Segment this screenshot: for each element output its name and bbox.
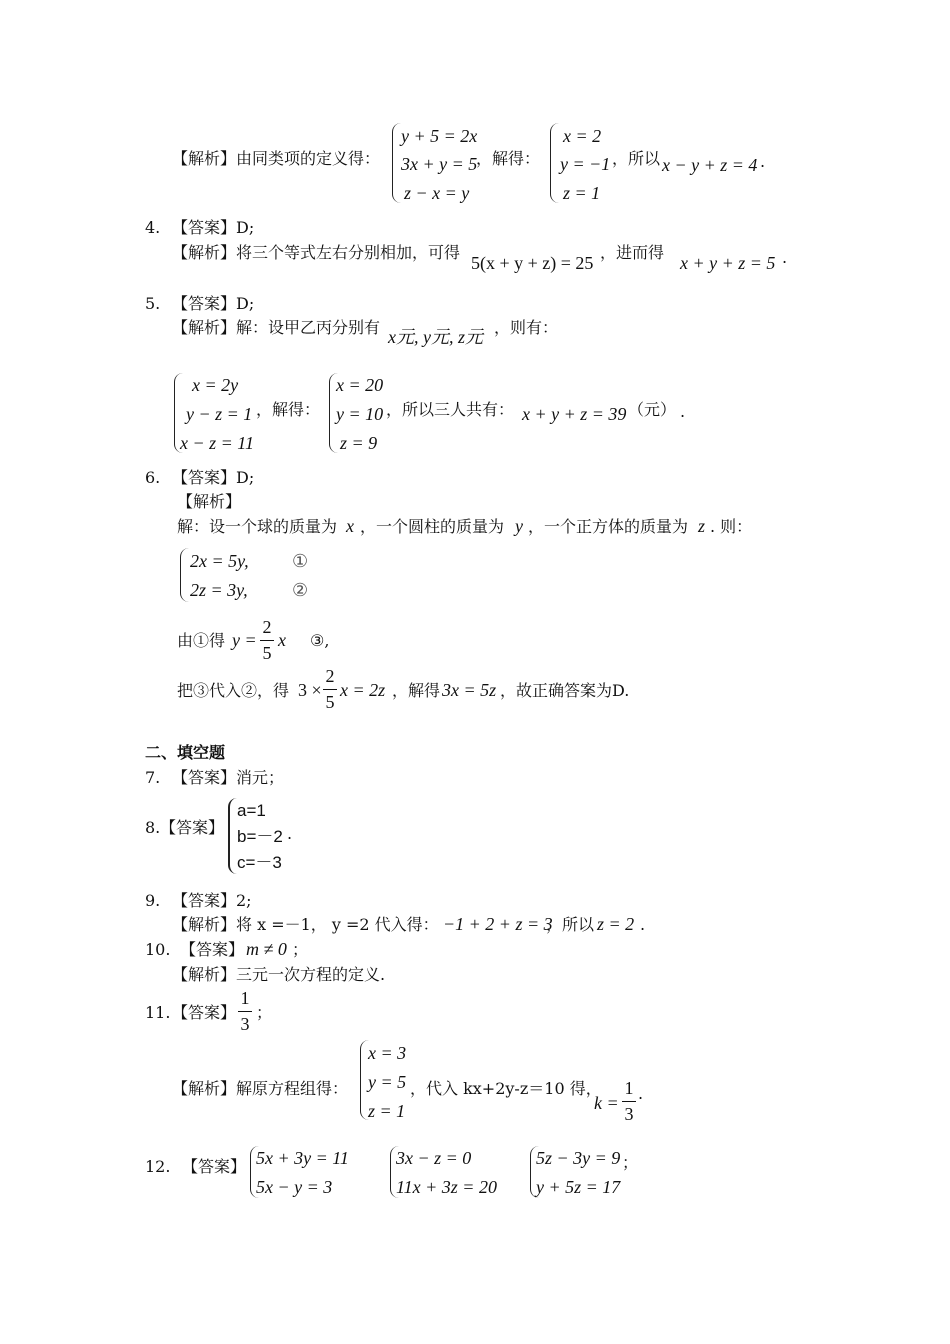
q6-from1: 由①得 <box>177 631 226 650</box>
q6-brace <box>180 548 189 602</box>
q12-num: 12. <box>145 1157 171 1176</box>
q12-answer-label: 【答案】 <box>182 1157 247 1176</box>
q6-sub-text2: ，解得 <box>392 681 441 700</box>
q5-unit: （元） <box>628 400 677 419</box>
q6-mark2: ② <box>292 580 309 600</box>
q6-v3: z <box>698 516 706 536</box>
q4-eq1: 5(x + y + z) = 25 <box>471 253 594 273</box>
q5-vars: x元, y元, z元 <box>388 327 483 347</box>
q6-sub-eq: 3x = 5z <box>442 680 497 700</box>
q6-eq3-lhs: y = <box>232 630 257 650</box>
q6-sub-num: 2 <box>325 666 335 686</box>
q4-text1: 将三个等式左右分别相加，可得 <box>236 243 461 262</box>
q11-ans-den: 3 <box>240 1014 250 1034</box>
q9-eq2: z = 2 <box>597 914 635 934</box>
q11-k-num: 1 <box>624 1078 634 1098</box>
q5-end: . <box>680 402 686 421</box>
q12-s1-eq2: 5x − y = 3 <box>256 1177 333 1197</box>
q10-answer-label: 【答案】 <box>180 940 245 959</box>
q6-eq1: 2x = 5y, <box>190 551 249 571</box>
q10-answer: m ≠ 0 <box>246 939 287 959</box>
q5-sol-x: x = 20 <box>336 375 384 395</box>
q7-answer-label: 【答案】 <box>172 768 237 787</box>
q6-eq3-var: x <box>278 630 286 650</box>
q11-text1: 解原方程组得： <box>236 1079 349 1098</box>
q6-answer: D; <box>236 468 255 487</box>
q11-num: 11. <box>145 1003 171 1022</box>
q8-b: b=－2 <box>237 827 283 846</box>
q6-sub-frac <box>323 666 337 713</box>
q12-s3-eq1: 5z − 3y = 9 <box>536 1148 621 1168</box>
q11-k-bar <box>622 1101 636 1102</box>
q6-line1c: ，一个正方体的质量为 <box>528 517 689 536</box>
q8-c: c=－3 <box>237 853 282 872</box>
q3-result: x − y + z = 4 <box>662 155 758 175</box>
q3-eq3: z − x = y <box>404 183 470 203</box>
q6-eq3-bar <box>260 640 274 641</box>
q3-eq2: 3x + y = 5 <box>401 154 478 174</box>
q10-text: 三元一次方程的定义. <box>236 965 386 984</box>
q5-sol-y: y = 10 <box>336 404 384 424</box>
q9-end: . <box>640 915 646 934</box>
q3-sol-x: x = 2 <box>563 126 602 146</box>
q6-eq3-frac <box>260 617 274 664</box>
q8-end: . <box>287 824 293 843</box>
q3-brace-1 <box>392 123 401 203</box>
q4-jiexi-label: 【解析】 <box>172 243 237 262</box>
q11-sol-x: x = 3 <box>368 1043 407 1063</box>
q11-ans-num: 1 <box>240 988 250 1008</box>
q11-k-lhs: k = <box>594 1093 619 1113</box>
q6-eq3-num: 2 <box>262 617 272 637</box>
q11-text2: ，代入 kx+2y-z＝10 得， <box>410 1079 602 1098</box>
q6-sub-rhs: x = 2z <box>340 680 386 700</box>
q9-jiexi-label: 【解析】 <box>172 915 237 934</box>
q6-sub-text3: ，故正确答案为D. <box>500 681 630 700</box>
q9-eq: −1 + 2 + z = 3 <box>443 914 553 934</box>
q12-end: ； <box>622 1153 639 1172</box>
q9-text2: ，所以 <box>546 915 595 934</box>
q3-brace-2 <box>550 123 559 203</box>
q9-num: 9. <box>145 891 161 910</box>
q5-text3: ，所以三人共有： <box>386 400 515 419</box>
q6-line1d: . 则： <box>710 517 753 536</box>
q3-eq1: y + 5 = 2x <box>401 126 478 146</box>
q6-mark1: ① <box>292 551 309 571</box>
q11-jiexi-label: 【解析】 <box>172 1079 237 1098</box>
q10-num: 10. <box>145 940 171 959</box>
q8-answer-label: 【答案】 <box>160 818 225 837</box>
q3-text2: ，所以 <box>612 149 661 168</box>
q3-sol-z: z = 1 <box>563 183 601 203</box>
q6-answer-label: 【答案】 <box>172 468 237 487</box>
q9-text1: 将 x =－1， y =2 代入得： <box>236 915 439 934</box>
q5-jiexi-label: 【解析】 <box>172 318 237 337</box>
q5-answer: D; <box>236 294 255 313</box>
q4-answer-label: 【答案】 <box>172 218 237 237</box>
q5-sep: ，解得： <box>256 400 321 419</box>
q6-sub-lhs: 3 × <box>298 680 322 700</box>
q5-num: 5. <box>145 294 161 313</box>
q3-end: . <box>760 152 766 171</box>
q5-text2: ，则有： <box>494 318 559 337</box>
q6-sub-bar <box>323 689 337 690</box>
q10-answer-end: ； <box>292 940 309 959</box>
q8-num: 8. <box>145 818 161 837</box>
q12-s2-eq1: 3x − z = 0 <box>396 1148 472 1168</box>
q5-answer-label: 【答案】 <box>172 294 237 313</box>
q7-answer: 消元； <box>236 768 285 787</box>
q12-s3-eq2: y + 5z = 17 <box>536 1177 621 1197</box>
q4-eq2: x + y + z = 5 <box>680 253 776 273</box>
q3-jiexi-label: 【解析】 <box>172 149 237 168</box>
q3-sol-y: y = −1 <box>560 154 611 174</box>
q11-ans-bar <box>238 1011 252 1012</box>
q11-end: . <box>638 1084 644 1103</box>
q5-sol-z: z = 9 <box>340 433 378 453</box>
section-2-title: 二、填空题 <box>145 743 226 762</box>
q11-ans-frac <box>238 988 252 1035</box>
q6-eq2: 2z = 3y, <box>190 580 248 600</box>
q7-num: 7. <box>145 768 161 787</box>
q10-jiexi-label: 【解析】 <box>172 965 237 984</box>
q8-a: a=1 <box>237 801 266 820</box>
q5-result: x + y + z = 39 <box>522 404 627 424</box>
q11-k-den: 3 <box>624 1104 634 1124</box>
q4-num: 4. <box>145 218 161 237</box>
q4-text2: ，进而得 <box>600 243 665 262</box>
q11-sol-z: z = 1 <box>368 1101 406 1121</box>
q12-s2-eq2: 11x + 3z = 20 <box>396 1177 497 1197</box>
q6-jiexi-label: 【解析】 <box>177 492 242 511</box>
q4-answer: D; <box>236 218 255 237</box>
q6-line1a: 解：设一个球的质量为 <box>177 517 338 536</box>
q12-s1-eq1: 5x + 3y = 11 <box>256 1148 349 1168</box>
q3-sep: ，解得： <box>476 149 541 168</box>
q4-end: . <box>782 248 788 267</box>
q6-sub-text: 把③代入②，得 <box>177 681 290 700</box>
q6-num: 6. <box>145 468 161 487</box>
q6-sub-den: 5 <box>325 692 335 712</box>
q6-eq3-den: 5 <box>262 643 272 663</box>
q11-answer-label: 【答案】 <box>172 1003 237 1022</box>
q5-eq3: x − z = 11 <box>180 433 254 453</box>
q6-v1: x <box>346 516 354 536</box>
q3-text: 由同类项的定义得： <box>236 149 381 168</box>
q11-k-frac <box>622 1078 636 1125</box>
q6-line1b: ，一个圆柱的质量为 <box>360 517 505 536</box>
q5-eq2: y − z = 1 <box>186 404 253 424</box>
q11-sol-y: y = 5 <box>368 1072 407 1092</box>
q9-answer-label: 【答案】 <box>172 891 237 910</box>
q5-eq1: x = 2y <box>192 375 239 395</box>
q11-ans-end: ； <box>256 1003 273 1022</box>
q6-v2: y <box>515 516 523 536</box>
q6-mark3: ③, <box>310 631 330 650</box>
q5-text1: 解：设甲乙丙分别有 <box>236 318 381 337</box>
q9-answer: 2; <box>236 891 252 910</box>
